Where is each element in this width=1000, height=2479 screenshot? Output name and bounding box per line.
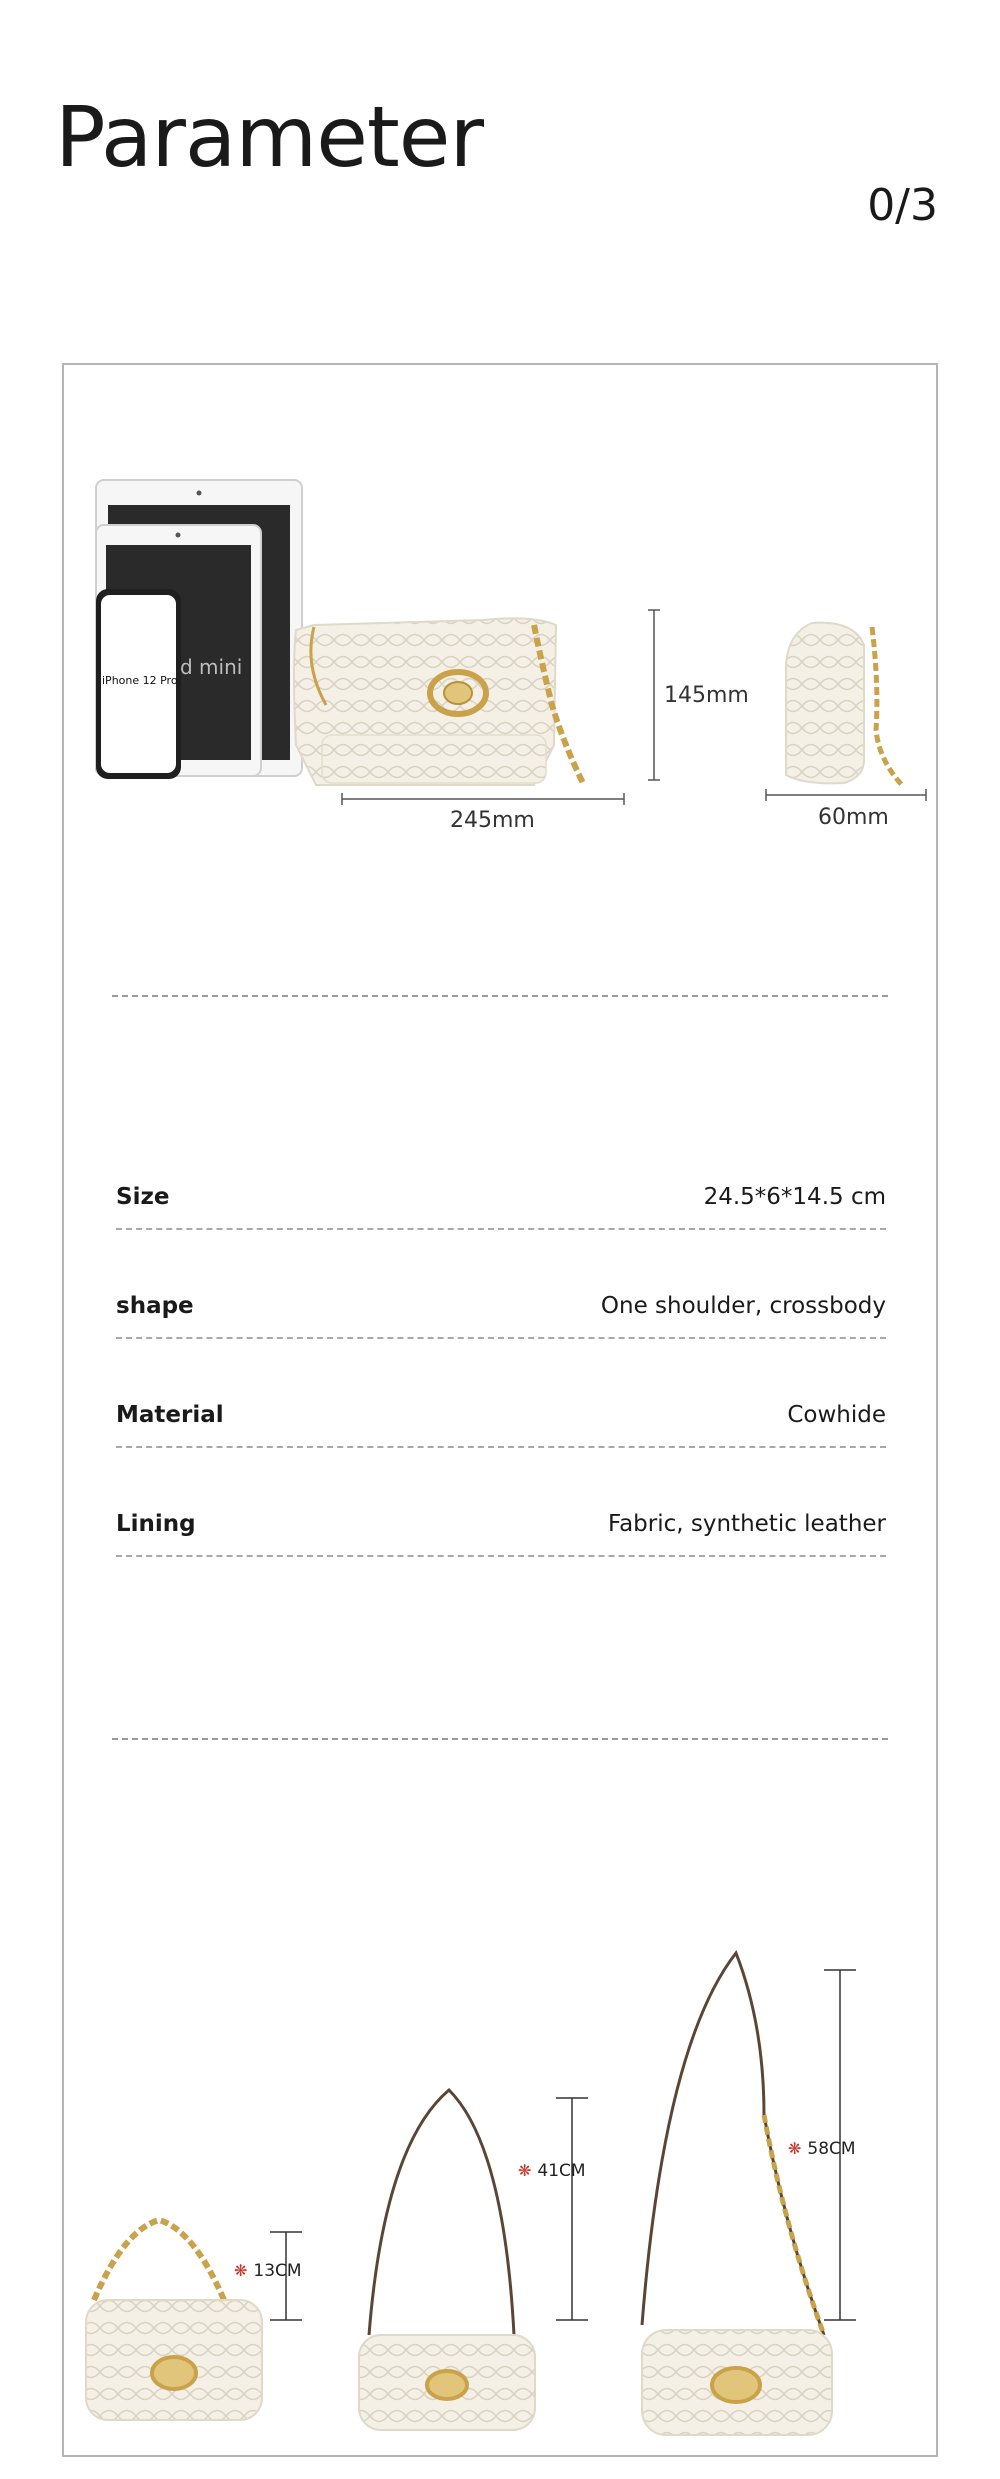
parameter-frame [62,363,938,2457]
strap-label-41cm [518,2161,586,2181]
spec-value: 24.5*6*14.5 cm [703,1184,886,1210]
strap-length-value: 58CM [807,2139,856,2159]
bag-side-image [786,623,902,785]
bag-shoulder-image [359,2090,535,2430]
bag-handheld-image [86,2220,262,2420]
spec-row-size [116,1168,886,1230]
spec-row-lining [116,1495,886,1557]
height-dimension-line [648,610,660,780]
depth-label: 60mm [818,805,889,830]
height-label: 145mm [664,683,749,708]
asterisk-icon: ❋ [518,2161,532,2180]
image-counter: 0/3 [867,180,938,231]
spec-row-material [116,1386,886,1448]
strap-41cm-dimension [556,2098,588,2320]
asterisk-icon: ❋ [234,2261,248,2280]
iphone-label: iPhone 12 Pro [102,674,178,687]
section-divider [112,995,888,997]
spec-value: Fabric, synthetic leather [607,1511,886,1537]
page-title: Parameter [55,88,484,186]
width-dimension-line [342,793,624,805]
strap-length-illustration [64,1745,940,2445]
strap-label-58cm [788,2139,856,2159]
width-label: 245mm [450,808,535,833]
spec-label: Material [116,1402,224,1428]
spec-value: Cowhide [787,1402,886,1428]
section-divider [112,1738,888,1740]
ipad-label: d mini [180,655,243,679]
strap-label-13cm [234,2261,302,2281]
spec-row-shape [116,1277,886,1339]
depth-dimension-line [766,789,926,801]
spec-label: Lining [116,1511,196,1537]
strap-length-value: 13CM [253,2261,302,2281]
spec-label: Size [116,1184,170,1210]
bag-front-image [294,618,584,785]
strap-length-value: 41CM [537,2161,586,2181]
size-comparison-illustration [64,365,940,885]
spec-value: One shoulder, crossbody [600,1293,886,1319]
asterisk-icon: ❋ [788,2139,802,2158]
spec-label: shape [116,1293,194,1319]
bag-crossbody-image [642,1953,832,2435]
dimension-section [64,365,936,885]
